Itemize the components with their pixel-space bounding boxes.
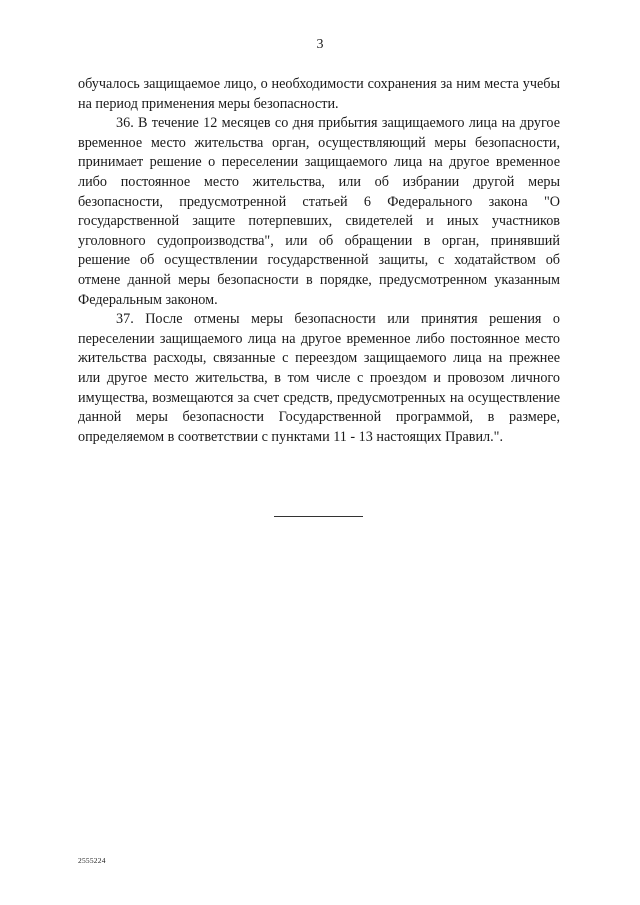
paragraph-37: 37. После отмены меры безопасности или принятия решения о переселении защищаемого лица на другое временное либо постоянное место жительства расходы, связанные с переездом защищаемого лица на прежнее или другое место жительства, в том числе с проездом и провозом личного имущества, возмещаются за счет средств, предусмотренных на осуществление данной меры безопасности Государственной программой, в размере, определяемом в соответствии с пунктами 11 - 13 настоящих Правил.".	[78, 311, 560, 445]
paragraph-continuation: обучалось защищаемое лицо, о необходимости сохранения за ним места учебы на период применения меры безопасности.	[78, 76, 560, 112]
end-divider-line	[274, 516, 363, 517]
page-number: 3	[316, 37, 324, 52]
paragraph-36: 36. В течение 12 месяцев со дня прибытия защищаемого лица на другое временное место жительства орган, осуществляющий меры безопасности, принимает решение о переселении защищаемого лица на другое временное либо постоянное место жительства, или об избрании другой меры безопасности, предусмотренной статьей 6 Федерального закона "О государственной защите потерпевших, свидетелей и иных участников уголовного судопроизводства", или об обращении в орган, принявший решение об осуществлении государственной защиты, с ходатайством об отмене данной меры безопасности в порядке, предусмотренном указанным Федеральным законом.	[78, 115, 560, 308]
document-code: 2555224	[78, 856, 106, 865]
document-body	[78, 75, 560, 447]
